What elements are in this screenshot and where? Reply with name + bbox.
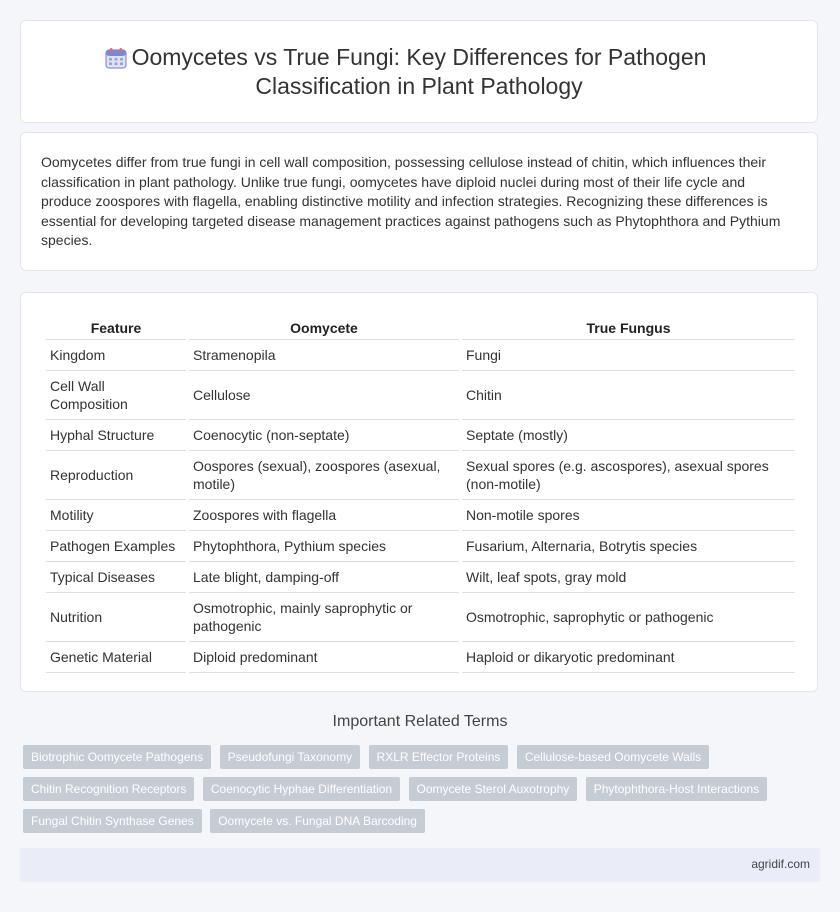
table-row <box>46 499 795 530</box>
table-cell: Haploid or dikaryotic predominant <box>462 641 795 673</box>
table-cell: Phytophthora, Pythium species <box>189 530 459 561</box>
table-row <box>46 419 795 450</box>
table-cell: Cell Wall Composition <box>46 370 186 419</box>
header-card <box>20 20 818 123</box>
table-row <box>46 592 795 641</box>
related-term-tag[interactable]: Biotrophic Oomycete Pathogens <box>23 745 211 769</box>
table-cell: Kingdom <box>46 339 186 370</box>
related-terms-title: Important Related Terms <box>332 713 508 730</box>
table-cell: Reproduction <box>46 450 186 499</box>
table-cell: Hyphal Structure <box>46 419 186 450</box>
column-header: Oomycete <box>290 320 358 336</box>
table-cell: Wilt, leaf spots, gray mold <box>462 561 795 592</box>
column-header: True Fungus <box>586 320 671 336</box>
table-row <box>46 339 795 370</box>
table-cell: Osmotrophic, mainly saprophytic or pathogenic <box>189 592 459 641</box>
table-cell: Sexual spores (e.g. ascospores), asexual spores (non-motile) <box>462 450 795 499</box>
table-row <box>46 450 795 499</box>
comparison-table-card <box>20 292 818 692</box>
table-row <box>46 641 795 673</box>
table-cell: Non-motile spores <box>462 499 795 530</box>
table-header-row <box>46 315 795 339</box>
related-term-tag[interactable]: Chitin Recognition Receptors <box>23 777 194 801</box>
table-row <box>46 561 795 592</box>
table-row <box>46 530 795 561</box>
table-cell: Oospores (sexual), zoospores (asexual, motile) <box>189 450 459 499</box>
table-cell: Coenocytic (non-septate) <box>189 419 459 450</box>
table-cell: Pathogen Examples <box>46 530 186 561</box>
table-cell: Typical Diseases <box>46 561 186 592</box>
intro-paragraph: Oomycetes differ from true fungi in cell wall composition, possessing cellulose instead of chitin, which influences their classification in plant pathology. Unlike true fungi, oomycetes have diploid nuclei during most of their life cycle and produce zoospores with flagella, enabling distinctive motility and infection strategies. Recognizing these differences is essential for developing targeted disease management practices against pathogens such as Phytophthora and Pythium species. <box>41 154 781 248</box>
related-term-tag[interactable]: Cellulose-based Oomycete Walls <box>517 745 709 769</box>
footer <box>20 848 820 882</box>
comparison-table <box>43 315 798 673</box>
table-cell: Fusarium, Alternaria, Botrytis species <box>462 530 795 561</box>
intro-card <box>20 132 818 271</box>
table-cell: Diploid predominant <box>189 641 459 673</box>
related-term-tag[interactable]: Oomycete vs. Fungal DNA Barcoding <box>210 809 425 833</box>
related-term-tag[interactable]: Fungal Chitin Synthase Genes <box>23 809 202 833</box>
table-cell: Septate (mostly) <box>462 419 795 450</box>
table-row <box>46 370 795 419</box>
related-term-tag[interactable]: Pseudofungi Taxonomy <box>220 745 361 769</box>
table-cell: Fungi <box>462 339 795 370</box>
table-cell: Nutrition <box>46 592 186 641</box>
table-cell: Cellulose <box>189 370 459 419</box>
column-header: Feature <box>90 320 142 336</box>
table-cell: Stramenopila <box>189 339 459 370</box>
table-cell: Chitin <box>462 370 795 419</box>
related-term-tag[interactable]: Coenocytic Hyphae Differentiation <box>203 777 400 801</box>
table-cell: Zoospores with flagella <box>189 499 459 530</box>
related-term-tag[interactable]: Phytophthora-Host Interactions <box>586 777 767 801</box>
table-cell: Osmotrophic, saprophytic or pathogenic <box>462 592 795 641</box>
page-title: Oomycetes vs True Fungi: Key Differences for Pathogen Classification in Plant Pathology <box>131 44 707 99</box>
table-cell: Genetic Material <box>46 641 186 673</box>
table-cell: Late blight, damping-off <box>189 561 459 592</box>
related-terms-tags <box>23 745 813 841</box>
related-term-tag[interactable]: RXLR Effector Proteins <box>369 745 509 769</box>
table-cell: Motility <box>46 499 186 530</box>
footer-site-link[interactable]: agridif.com <box>751 857 810 871</box>
related-term-tag[interactable]: Oomycete Sterol Auxotrophy <box>409 777 578 801</box>
